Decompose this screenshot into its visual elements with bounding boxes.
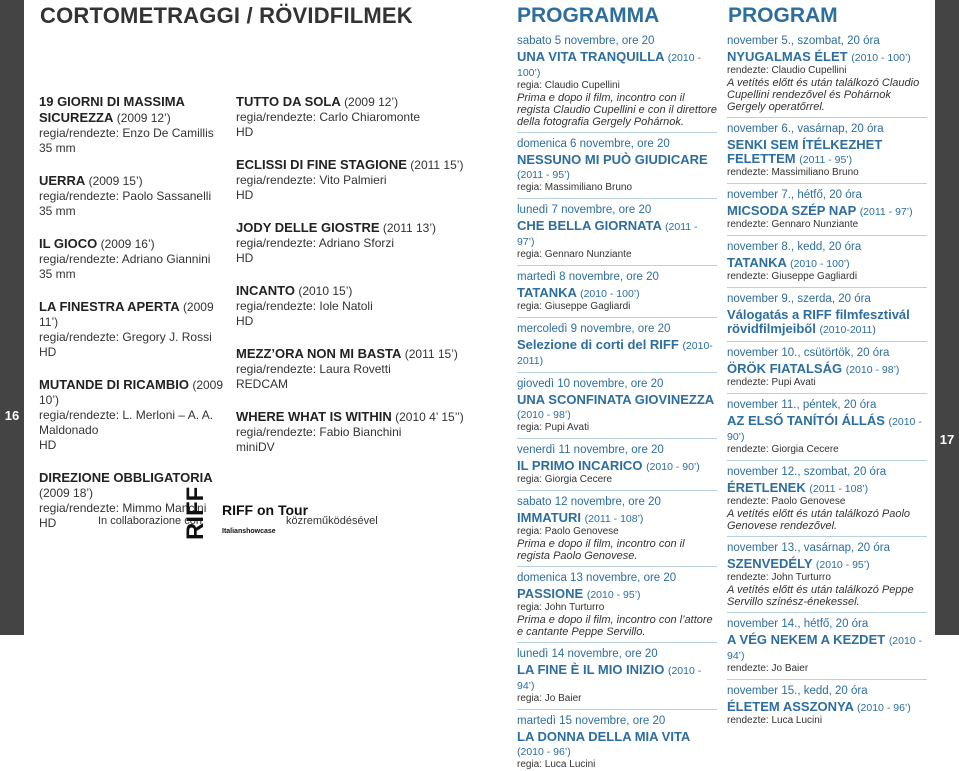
film-title: MEZZ’ORA NON MI BASTA: [236, 346, 402, 361]
program-film: [517, 663, 717, 693]
film-year: (2009 12’): [344, 95, 399, 109]
program-divider: [727, 536, 927, 537]
film-entry: [236, 346, 466, 392]
film-format: HD: [39, 345, 57, 359]
program-film-title: ÖRÖK FIATALSÁG: [727, 361, 843, 376]
right-page-number: 17: [939, 432, 955, 447]
program-divider: [517, 709, 717, 710]
program-film-year: (2010 - 96’): [517, 746, 571, 758]
program-film-title: LA DONNA DELLA MIA VITA: [517, 729, 690, 744]
program-date: sabato 12 novembre, ore 20: [517, 496, 661, 508]
film-director: regia/rendezte: Laura Rovetti: [236, 362, 391, 376]
program-film-title: A VÉG NEKEM A KEZDET: [727, 632, 886, 647]
program-date: lunedì 7 novembre, ore 20: [517, 204, 652, 216]
program-film: [727, 414, 927, 444]
program-film-title: UNA VITA TRANQUILLA: [517, 49, 665, 64]
program-entry: [517, 372, 717, 434]
program-divider: [517, 566, 717, 567]
film-entry: [236, 283, 466, 329]
program-entry: [727, 287, 927, 337]
film-entry: [236, 94, 466, 140]
program-date: november 7., hétfő, 20 óra: [727, 189, 862, 201]
program-film: [517, 50, 717, 80]
program-divider: [517, 438, 717, 439]
film-title-line: [236, 94, 466, 110]
film-year: (2009 16’): [100, 237, 155, 251]
program-entry: [727, 460, 927, 532]
program-film-year: (2010 - 100’): [851, 52, 911, 64]
film-format: miniDV: [236, 440, 275, 454]
program-divider: [727, 341, 927, 342]
right-page-tab: [935, 0, 959, 635]
program-director: rendezte: Jo Baier: [727, 663, 809, 674]
program-film: [517, 153, 717, 182]
film-year: (2010 15’): [298, 284, 353, 298]
film-director: regia/rendezte: Gregory J. Rossi: [39, 330, 212, 344]
film-title-line: [39, 173, 229, 189]
program-list-it: [517, 30, 717, 771]
program-film-title: IL PRIMO INCARICO: [517, 458, 643, 473]
film-title-line: [236, 346, 466, 362]
program-film: [727, 362, 927, 377]
program-entry: [727, 117, 927, 179]
film-year: (2010 4’ 15’’): [395, 410, 464, 424]
program-entry: [727, 536, 927, 608]
program-note: A vetítés előtt és után találkozó Paolo Genovese rendezővel.: [727, 508, 911, 532]
short-films-column-1: [39, 94, 229, 548]
program-film-year: (2011 - 108’): [809, 483, 869, 495]
film-entry: [39, 173, 229, 219]
program-film-title: PASSIONE: [517, 586, 584, 601]
program-film-year: (2010 - 94’): [727, 635, 923, 662]
program-date: november 10., csütörtök, 20 óra: [727, 347, 890, 359]
page-title: CORTOMETRAGGI / RÖVIDFILMEK: [40, 3, 413, 28]
program-film-title: SENKI SEM ÍTÉLKEZHET FELETTEM: [727, 137, 883, 166]
film-entry: [39, 236, 229, 282]
program-film-year: (2010 - 98’): [845, 364, 900, 376]
film-title-line: [39, 236, 229, 252]
program-director: regia: Paolo Genovese: [517, 526, 619, 537]
program-film: [727, 633, 927, 663]
film-director: regia/rendezte: Adriano Giannini: [39, 252, 211, 266]
program-divider: [517, 198, 717, 199]
program-date: domenica 13 novembre, ore 20: [517, 572, 677, 584]
left-page-tab: [0, 0, 24, 635]
program-note: A vetítés előtt és után találkozó Claudio Cupellini rendezővel és Pohárnok Gergely operatőrrel.: [727, 77, 920, 113]
film-format: HD: [236, 188, 254, 202]
program-date: november 9., szerda, 20 óra: [727, 293, 871, 305]
film-title: ECLISSI DI FINE STAGIONE: [236, 157, 407, 172]
riff-logo: [182, 484, 218, 546]
film-year: (2011 15’): [404, 347, 458, 361]
program-director: regia: Pupi Avati: [517, 422, 590, 433]
film-director: regia/rendezte: Mimmo Mancini: [39, 501, 207, 515]
film-title-line: [236, 157, 466, 173]
program-divider: [727, 183, 927, 184]
program-entry: [517, 566, 717, 638]
program-entry: [517, 35, 717, 128]
program-entry: [517, 490, 717, 562]
program-divider: [727, 287, 927, 288]
collaboration-label-hu: közreműködésével: [286, 515, 378, 527]
program-film-year: (2010 - 100’): [790, 258, 850, 270]
program-film-year: (2011 - 97’): [517, 221, 698, 248]
program-film: [517, 511, 717, 526]
film-director: regia/rendezte: Paolo Sassanelli: [39, 189, 212, 203]
film-format: 35 mm: [39, 204, 76, 218]
program-director: rendezte: Luca Lucini: [727, 715, 823, 726]
program-entry: [727, 235, 927, 283]
film-year: (2011 13’): [382, 221, 437, 235]
collaboration-label-it: In collaborazione con: [98, 515, 202, 527]
program-film-title: AZ ELSŐ TANÍTÓI ÁLLÁS: [727, 413, 885, 428]
program-director: regia: Giuseppe Gagliardi: [517, 301, 631, 312]
program-entry: [517, 132, 717, 194]
film-title-line: [236, 409, 466, 425]
program-entry: [727, 183, 927, 231]
program-note: Prima e dopo il film, incontro con il regista Claudio Cupellini e con il direttore della fotografia Gergely Pohárnok.: [517, 92, 717, 128]
program-divider: [727, 393, 927, 394]
program-director: regia: Massimiliano Bruno: [517, 182, 633, 193]
program-date: venerdì 11 novembre, ore 20: [517, 444, 664, 456]
program-date: november 13., vasárnap, 20 óra: [727, 542, 891, 554]
film-director: regia/rendezte: Adriano Sforzi: [236, 236, 395, 250]
program-divider: [517, 642, 717, 643]
program-film-title: ÉRETLENEK: [727, 480, 806, 495]
program-date: mercoledì 9 novembre, ore 20: [517, 323, 671, 335]
program-date: november 6., vasárnap, 20 óra: [727, 123, 884, 135]
program-director: regia: John Turturro: [517, 602, 605, 613]
program-film-year: (2010 - 90’): [646, 461, 700, 473]
program-divider: [727, 679, 927, 680]
film-title: DIREZIONE OBBLIGATORIA: [39, 470, 213, 485]
program-date: november 12., szombat, 20 óra: [727, 466, 887, 478]
program-film: [517, 459, 717, 474]
film-director: regia/rendezte: Iole Natoli: [236, 299, 373, 313]
program-divider: [517, 265, 717, 266]
program-film: [517, 338, 717, 368]
program-director: regia: Giorgia Cecere: [517, 474, 613, 485]
film-director: regia/rendezte: Vito Palmieri: [236, 173, 387, 187]
program-film-year: (2010-2011): [819, 324, 876, 336]
program-film-title: LA FINE È IL MIO INIZIO: [517, 662, 665, 677]
program-director: rendezte: Claudio Cupellini: [727, 65, 847, 76]
program-date: november 15., kedd, 20 óra: [727, 685, 868, 697]
program-film: [727, 557, 927, 572]
program-date: domenica 6 novembre, ore 20: [517, 138, 670, 150]
program-film-year: (2010 - 96’): [857, 702, 911, 714]
program-film: [517, 730, 717, 759]
program-film-year: (2010 - 90’): [727, 416, 922, 443]
program-director: rendezte: Massimiliano Bruno: [727, 167, 859, 178]
program-entry: [517, 265, 717, 313]
program-film-year: (2011 - 95’): [517, 169, 570, 181]
riff-on-tour-sub: Italianshowcase: [222, 528, 276, 535]
program-director: rendezte: Pupi Avati: [727, 377, 816, 388]
program-director: rendezte: Giuseppe Gagliardi: [727, 271, 858, 282]
program-film-title: NESSUNO MI PUÒ GIUDICARE: [517, 152, 708, 167]
program-film-title: NYUGALMAS ÉLET: [727, 49, 848, 64]
film-format: REDCAM: [236, 377, 289, 391]
program-film-title: CHE BELLA GIORNATA: [517, 218, 662, 233]
film-format: HD: [39, 438, 57, 452]
film-title: WHERE WHAT IS WITHIN: [236, 409, 392, 424]
film-title: 19 GIORNI DI MASSIMA SICUREZZA: [39, 94, 185, 125]
film-format: 35 mm: [39, 141, 76, 155]
film-format: HD: [236, 125, 254, 139]
program-film-title: TATANKA: [727, 255, 787, 270]
program-entry: [727, 393, 927, 456]
film-title: UERRA: [39, 173, 86, 188]
program-divider: [727, 235, 927, 236]
film-format: HD: [236, 251, 254, 265]
program-entry: [727, 341, 927, 389]
film-year: (2009 10’): [39, 378, 224, 407]
film-title: TUTTO DA SOLA: [236, 94, 341, 109]
program-film-title: ÉLETEM ASSZONYA: [727, 699, 854, 714]
program-entry: [727, 35, 927, 113]
riff-on-tour-text: RIFF on Tour: [222, 502, 309, 518]
program-film-year: (2010 - 95’): [586, 589, 641, 601]
programma-title: PROGRAMMA: [517, 4, 660, 27]
program-director: regia: Luca Lucini: [517, 759, 596, 770]
program-film-year: (2010 - 98’): [517, 409, 571, 421]
program-director: rendezte: Giorgia Cecere: [727, 444, 839, 455]
film-title-line: [236, 220, 466, 236]
film-format: HD: [236, 314, 254, 328]
program-director: rendezte: Paolo Genovese: [727, 496, 846, 507]
program-film-year: (2011 - 97’): [859, 206, 913, 218]
film-entry: [39, 94, 229, 156]
program-film-year: (2010 - 95’): [815, 559, 870, 571]
film-format: 35 mm: [39, 267, 76, 281]
film-entry: [236, 157, 466, 203]
program-divider: [517, 317, 717, 318]
short-films-column-2: [236, 94, 466, 472]
program-film-title: Selezione di corti del RIFF: [517, 337, 679, 352]
program-entry: [517, 317, 717, 368]
program-film-year: (2011 - 95’): [799, 154, 853, 166]
program-date: martedì 8 novembre, ore 20: [517, 271, 659, 283]
program-entry: [727, 679, 927, 727]
program-film: [727, 50, 927, 65]
program-film-title: TATANKA: [517, 285, 577, 300]
program-film: [517, 587, 717, 602]
film-format: HD: [39, 516, 57, 530]
program-date: lunedì 14 novembre, ore 20: [517, 648, 658, 660]
film-title-line: [39, 377, 229, 408]
program-date: november 8., kedd, 20 óra: [727, 241, 862, 253]
film-director: regia/rendezte: L. Merloni – A. A. Maldonado: [39, 408, 214, 437]
program-entry: [517, 438, 717, 486]
program-film: [727, 256, 927, 271]
program-film-year: (2011 - 108’): [584, 513, 644, 525]
film-entry: [236, 220, 466, 266]
riff-logo-text: RIFF: [182, 486, 209, 540]
program-note: A vetítés előtt és után találkozó Peppe Servillo színész-énekessel.: [727, 584, 914, 608]
program-director: regia: Claudio Cupellini: [517, 80, 620, 91]
program-date: november 14., hétfő, 20 óra: [727, 618, 869, 630]
program-date: giovedì 10 novembre, ore 20: [517, 378, 664, 390]
program-film-year: (2010-2011): [517, 340, 713, 367]
program-divider: [727, 460, 927, 461]
riff-on-tour-logo: [220, 495, 309, 537]
program-entry: [517, 709, 717, 771]
left-page-number: 16: [4, 408, 20, 423]
program-film: [727, 481, 927, 496]
film-year: (2009 15’): [88, 174, 143, 188]
program-date: sabato 5 novembre, ore 20: [517, 35, 655, 47]
program-divider: [727, 612, 927, 613]
film-title: IL GIOCO: [39, 236, 98, 251]
program-film-title: IMMATURI: [517, 510, 582, 525]
film-year: (2009 11’): [39, 300, 214, 329]
film-year: (2009 12’): [116, 111, 171, 125]
program-film: [727, 308, 927, 337]
program-note: Prima e dopo il film, incontro con il regista Paolo Genovese.: [517, 538, 685, 562]
program-divider: [727, 117, 927, 118]
film-director: regia/rendezte: Fabio Bianchini: [236, 425, 402, 439]
program-film: [727, 138, 927, 167]
film-title: LA FINESTRA APERTA: [39, 299, 180, 314]
film-director: regia/rendezte: Enzo De Camillis: [39, 126, 214, 140]
film-title-line: [39, 94, 229, 126]
program-film-year: (2010 - 100’): [517, 52, 701, 79]
program-entry: [517, 642, 717, 705]
film-year: (2009 18’): [39, 486, 94, 500]
program-film-title: UNA SCONFINATA GIOVINEZZA: [517, 392, 714, 407]
program-date: november 5., szombat, 20 óra: [727, 35, 880, 47]
program-film: [517, 219, 717, 249]
program-film: [727, 204, 927, 219]
program-film: [517, 286, 717, 301]
program-director: rendezte: John Turturro: [727, 572, 831, 583]
program-film-year: (2010 - 94’): [517, 665, 702, 692]
program-director: rendezte: Gennaro Nunziante: [727, 219, 859, 230]
program-film-title: SZENVEDÉLY: [727, 556, 813, 571]
program-note: Prima e dopo il film, incontro con l’attore e cantante Peppe Servillo.: [517, 614, 713, 638]
film-title-line: [39, 299, 229, 330]
program-list-hu: [727, 30, 927, 727]
film-title: INCANTO: [236, 283, 295, 298]
film-year: (2011 15’): [410, 158, 464, 172]
film-entry: [39, 299, 229, 360]
program-date: martedì 15 novembre, ore 20: [517, 715, 666, 727]
program-film-title: MICSODA SZÉP NAP: [727, 203, 857, 218]
program-entry: [517, 198, 717, 261]
film-director: regia/rendezte: Carlo Chiaromonte: [236, 110, 421, 124]
film-title-line: [236, 283, 466, 299]
program-director: regia: Jo Baier: [517, 693, 582, 704]
film-entry: [236, 409, 466, 455]
program-title: PROGRAM: [728, 4, 838, 27]
program-film-year: (2010 - 100’): [580, 288, 640, 300]
film-title: JODY DELLE GIOSTRE: [236, 220, 380, 235]
program-director: regia: Gennaro Nunziante: [517, 249, 632, 260]
program-film-title: Válogatás a RIFF filmfesztivál rövidfilmjeiből: [727, 307, 910, 336]
program-divider: [517, 490, 717, 491]
film-entry: [39, 377, 229, 453]
program-divider: [517, 132, 717, 133]
program-date: november 11., péntek, 20 óra: [727, 399, 877, 411]
program-film: [517, 393, 717, 422]
program-entry: [727, 612, 927, 675]
film-title: MUTANDE DI RICAMBIO: [39, 377, 189, 392]
program-divider: [517, 372, 717, 373]
program-film: [727, 700, 927, 715]
